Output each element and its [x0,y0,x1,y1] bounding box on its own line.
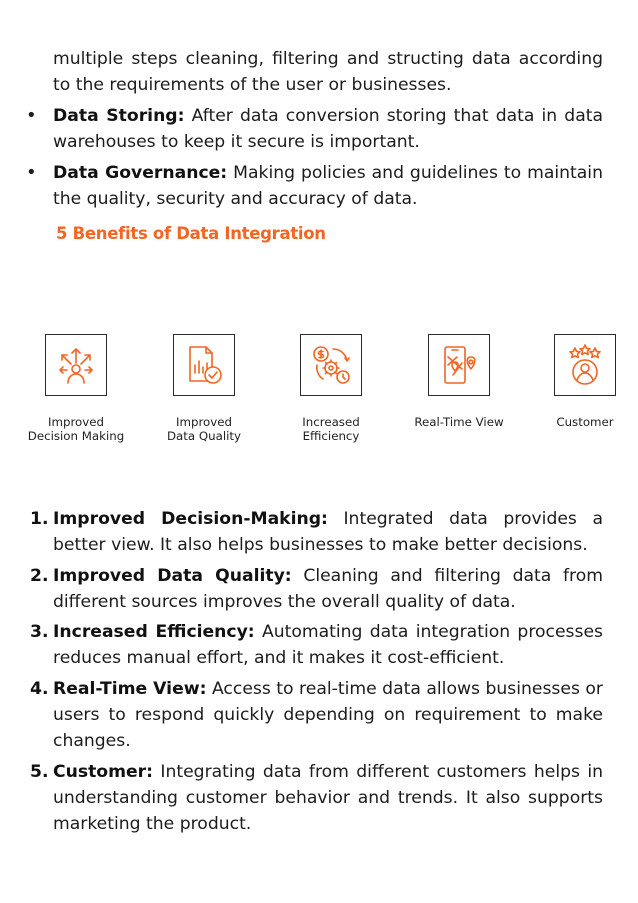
list-number: 5. [30,762,49,782]
bullet-item-data-governance [53,160,603,212]
bullet-dot: • [26,162,37,183]
list-text: Integrated data provides a better view. It also helps businesses to make better decisions. [53,509,604,555]
intro-paragraph [53,46,603,98]
list-term: Improved Data Quality: [53,566,292,586]
efficiency-gears-icon [300,334,362,396]
list-text: Integrating data from different customers helps in understanding customer behavior and trends. It also supports marketing the product. [53,762,603,834]
realtime-phone-location-icon [428,334,490,396]
icon-label-real-time-view: Real-Time View [414,415,504,429]
decision-arrows-icon [45,334,107,396]
list-number: 4. [30,679,49,699]
list-number: 3. [30,622,49,642]
list-item-efficiency [53,619,603,671]
list-number: 2. [30,566,49,586]
list-item-data-quality [53,563,603,615]
list-item-customer [53,759,603,837]
bullet-term: Data Governance: [53,163,228,183]
list-text: Access to real-time data allows businesses or users to respond quickly depending on requirement to make changes. [53,679,603,751]
icon-label-data-quality: Improved Data Quality [166,415,242,443]
list-text: Cleaning and filtering data from different sources improves the overall quality of data. [53,566,603,612]
bullet-term: Data Storing: [53,106,185,126]
bullet-item-data-storing [53,103,603,155]
intro-text: multiple steps cleaning, filtering and structing data according to the requirements of the user or businesses. [53,49,603,95]
list-term: Real-Time View: [53,679,207,699]
bullet-text: After data conversion storing that data in data warehouses to keep it secure is important. [53,106,603,152]
icon-label-efficiency: Increased Efficiency [302,415,360,443]
icon-label-customer: Customer [556,415,614,429]
list-term: Customer: [53,762,154,782]
list-term: Increased Efficiency: [53,622,255,642]
list-text: Automating data integration processes reduces manual effort, and it makes it cost-efficient. [53,622,603,668]
section-heading: 5 Benefits of Data Integration [56,224,326,243]
list-item-decision-making [53,506,603,558]
customer-stars-icon [554,334,616,396]
icon-label-decision-making: Improved Decision Making [27,415,125,443]
data-quality-document-icon [173,334,235,396]
list-term: Improved Decision-Making: [53,509,328,529]
list-item-real-time-view [53,676,603,754]
bullet-text: Making policies and guidelines to maintain the quality, security and accuracy of data. [53,163,603,209]
list-number: 1. [30,509,49,529]
bullet-dot: • [26,105,37,126]
